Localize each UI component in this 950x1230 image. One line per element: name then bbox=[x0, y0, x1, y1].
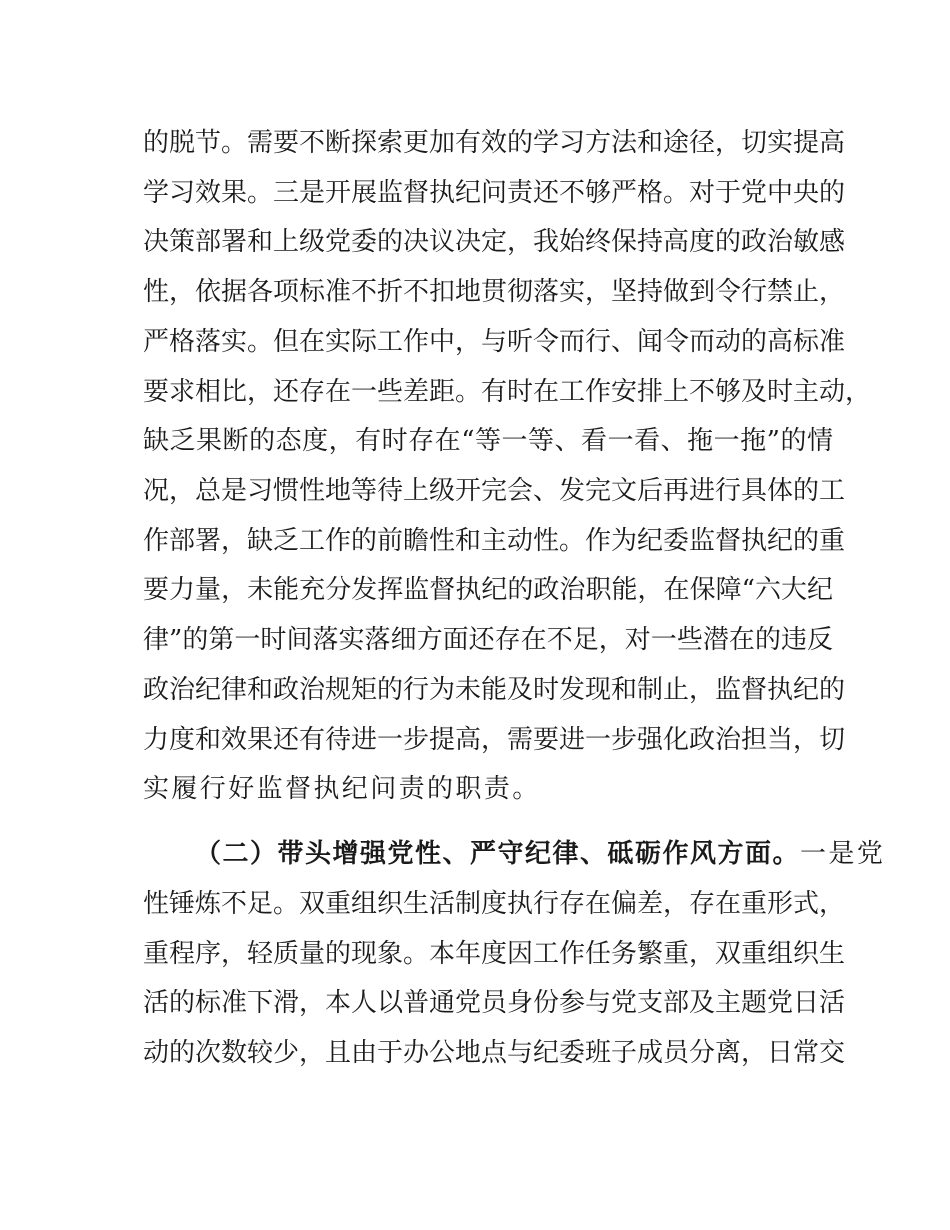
body-text-line: 况，总是习惯性地等待上级开完会、发完文后再进行具体的工 bbox=[143, 476, 846, 506]
body-text-line: 活的标准下滑，本人以普通党员身份参与党支部及主题党日活 bbox=[143, 988, 846, 1018]
body-text-line: 要力量，未能充分发挥监督执纪的政治职能，在保障“六大纪 bbox=[143, 575, 833, 605]
body-text-line: 要求相比，还存在一些差距。有时在工作安排上不够及时主动， bbox=[143, 377, 872, 407]
body-text-line: 性，依据各项标准不折不扣地贯彻落实，坚持做到令行禁止， bbox=[143, 277, 846, 307]
body-text-line: 的脱节。需要不断探索更加有效的学习方法和途径，切实提高 bbox=[143, 128, 846, 158]
body-text-line: 作部署，缺乏工作的前瞻性和主动性。作为纪委监督执纪的重 bbox=[143, 526, 846, 556]
body-text-line: 重程序，轻质量的现象。本年度因工作任务繁重，双重组织生 bbox=[143, 939, 846, 969]
body-text-line: 力度和效果还有待进一步提高，需要进一步强化政治担当，切 bbox=[143, 725, 846, 755]
body-text-line: 政治纪律和政治规矩的行为未能及时发现和制止，监督执纪的 bbox=[143, 675, 846, 705]
body-text-line: 决策部署和上级党委的决议决定，我始终保持高度的政治敏感 bbox=[143, 227, 846, 257]
body-text-line: 性锤炼不足。双重组织生活制度执行存在偏差，存在重形式， bbox=[143, 889, 846, 919]
body-text-line: 动的次数较少，且由于办公地点与纪委班子成员分离，日常交 bbox=[143, 1038, 846, 1068]
body-text-inline: 一是党 bbox=[800, 839, 886, 869]
section-heading: （二）带头增强党性、严守纪律、砥砺作风方面。 bbox=[195, 839, 801, 869]
section-heading-line bbox=[195, 834, 886, 874]
body-text-line: 严格落实。但在实际工作中，与听令而行、闻令而动的高标准 bbox=[143, 327, 846, 357]
body-text-line: 律”的第一时间落实落细方面还存在不足，对一些潜在的违反 bbox=[143, 625, 833, 655]
body-text-line: 缺乏果断的态度，有时存在“等一等、看一看、拖一拖”的情 bbox=[143, 426, 833, 456]
body-text-line: 实履行好监督执纪问责的职责。 bbox=[143, 774, 541, 804]
body-text-line: 学习效果。三是开展监督执纪问责还不够严格。对于党中央的 bbox=[143, 178, 846, 208]
